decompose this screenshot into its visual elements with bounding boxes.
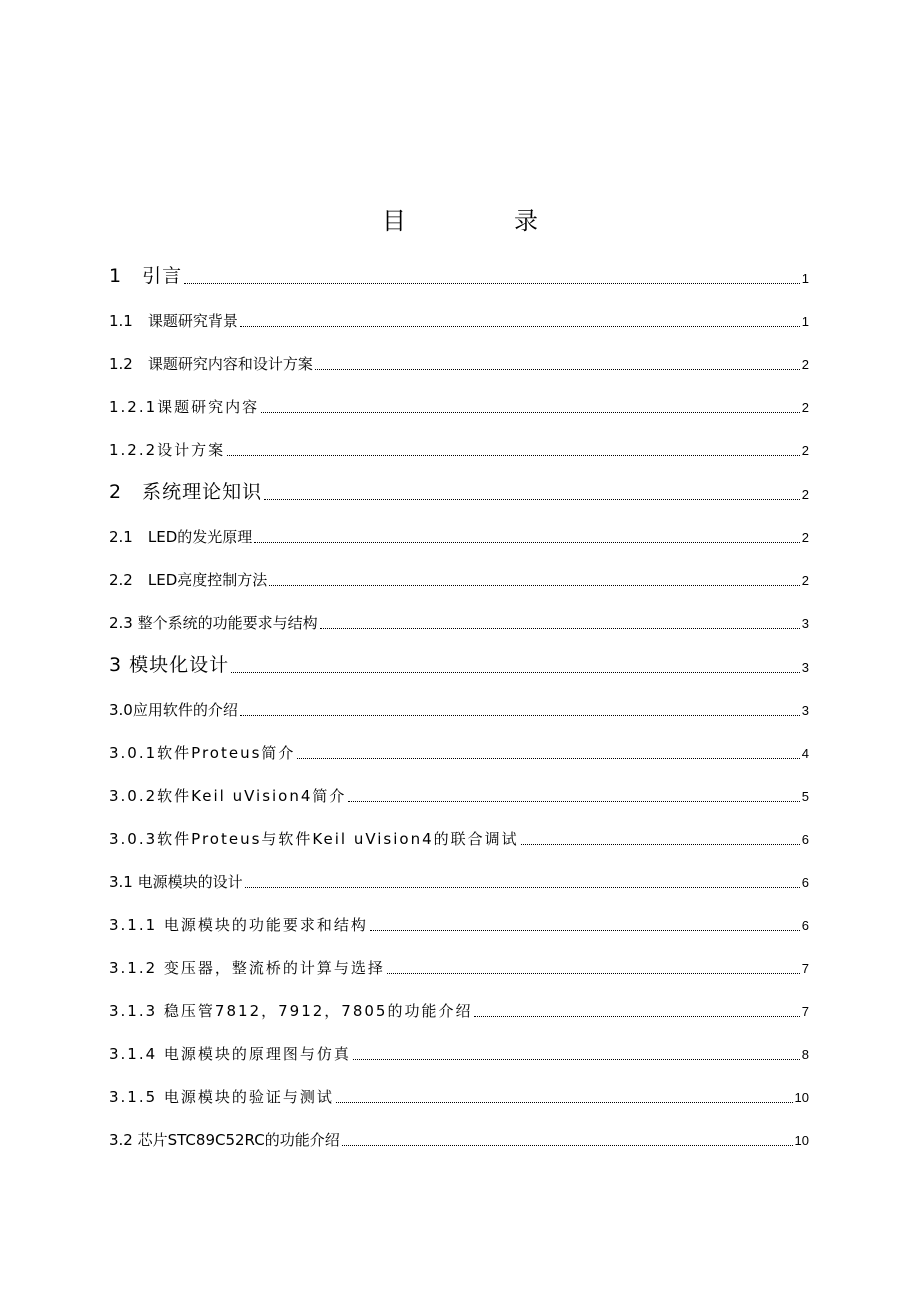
toc-entry-page: 10 (794, 1090, 809, 1105)
toc-dot-leader (348, 801, 799, 802)
toc-entry-page: 1 (801, 314, 809, 329)
toc-entry[interactable] (109, 780, 809, 806)
toc-entry-page: 3 (801, 703, 809, 718)
toc-dot-leader (297, 758, 799, 759)
toc-dot-leader (370, 930, 800, 931)
toc-entry[interactable] (109, 952, 809, 978)
toc-dot-leader (387, 973, 800, 974)
toc-entry-text: 3.0应用软件的介绍 (109, 701, 238, 719)
toc-dot-leader (240, 715, 800, 716)
toc-dot-leader (521, 844, 800, 845)
toc-entry-text: 3.1.4 电源模块的原理图与仿真 (109, 1045, 351, 1063)
toc-dot-leader (336, 1102, 793, 1103)
toc-entry-page: 7 (801, 1004, 809, 1019)
toc-entry-page: 3 (801, 616, 809, 631)
toc-entry[interactable] (109, 649, 809, 677)
toc-dot-leader (269, 585, 800, 586)
toc-entry-text: 3.2 芯片STC89C52RC的功能介绍 (109, 1131, 340, 1149)
toc-dot-leader (342, 1145, 793, 1146)
toc-entry[interactable] (109, 909, 809, 935)
toc-entry[interactable] (109, 1081, 809, 1107)
toc-dot-leader (315, 369, 800, 370)
toc-entry-page: 2 (801, 400, 809, 415)
toc-entry-text: 3.0.3软件Proteus与软件Keil uVision4的联合调试 (109, 830, 519, 848)
toc-entry-page: 8 (801, 1047, 809, 1062)
toc-entry[interactable] (109, 694, 809, 720)
toc-entry[interactable] (109, 737, 809, 763)
toc-dot-leader (227, 455, 800, 456)
toc-entry-text: 3.0.1软件Proteus简介 (109, 744, 296, 762)
toc-entry[interactable] (109, 521, 809, 547)
toc-entry-text: 2.1 LED的发光原理 (109, 528, 253, 546)
toc-entry-text: 1.2.1课题研究内容 (109, 398, 260, 416)
toc-entry-page: 2 (801, 573, 809, 588)
toc-dot-leader (261, 412, 800, 413)
toc-entry[interactable] (109, 607, 809, 633)
toc-entry-text: 1.2.2设计方案 (109, 441, 226, 459)
toc-entry[interactable] (109, 305, 809, 331)
toc-entry-page: 3 (801, 660, 809, 675)
toc-entry[interactable] (109, 1038, 809, 1064)
toc-dot-leader (264, 499, 800, 500)
toc-entry-page: 4 (801, 746, 809, 761)
toc-entry-text: 3.1.2 变压器，整流桥的计算与选择 (109, 959, 385, 977)
toc-entry-page: 2 (801, 530, 809, 545)
toc-dot-leader (245, 887, 800, 888)
toc-entry[interactable] (109, 434, 809, 460)
toc-entry-text: 3.1.1 电源模块的功能要求和结构 (109, 916, 368, 934)
toc-entry-text: 3.1 电源模块的设计 (109, 873, 243, 891)
toc-entry[interactable] (109, 260, 809, 288)
toc-entry[interactable] (109, 476, 809, 504)
toc-entry[interactable] (109, 348, 809, 374)
toc-dot-leader (184, 283, 800, 284)
toc-entry-text: 3.1.3 稳压管7812，7912，7805的功能介绍 (109, 1002, 473, 1020)
toc-entry-page: 2 (801, 357, 809, 372)
toc-dot-leader (240, 326, 800, 327)
toc-dot-leader (231, 672, 800, 673)
toc-entry-text: 1 引言 (109, 265, 183, 287)
toc-dot-leader (254, 542, 800, 543)
toc-entry-text: 2.2 LED亮度控制方法 (109, 571, 268, 589)
toc-entry-text: 3.0.2软件Keil uVision4简介 (109, 787, 347, 805)
toc-entry[interactable] (109, 391, 809, 417)
toc-dot-leader (353, 1059, 800, 1060)
toc-entry[interactable] (109, 1124, 809, 1150)
toc-entry-text: 2.3 整个系统的功能要求与结构 (109, 614, 318, 632)
toc-title: 目 录 (382, 207, 580, 235)
toc-entry-page: 2 (801, 487, 809, 502)
toc-entry-page: 7 (801, 961, 809, 976)
toc-entry-text: 1.1 课题研究背景 (109, 312, 238, 330)
toc-entry-page: 6 (801, 875, 809, 890)
toc-entry[interactable] (109, 995, 809, 1021)
toc-dot-leader (320, 628, 800, 629)
toc-dot-leader (474, 1016, 799, 1017)
toc-entry-text: 3.1.5 电源模块的验证与测试 (109, 1088, 334, 1106)
toc-entry[interactable] (109, 823, 809, 849)
toc-entry-page: 6 (801, 832, 809, 847)
toc-entry-text: 1.2 课题研究内容和设计方案 (109, 355, 313, 373)
toc-entry[interactable] (109, 866, 809, 892)
toc-entry-page: 6 (801, 918, 809, 933)
toc-entry-page: 5 (801, 789, 809, 804)
toc-entry-text: 2 系统理论知识 (109, 481, 263, 503)
toc-entry-text: 3 模块化设计 (109, 654, 230, 676)
toc-entry-page: 10 (794, 1133, 809, 1148)
toc-entry-page: 2 (801, 443, 809, 458)
toc-entry[interactable] (109, 564, 809, 590)
toc-entry-page: 1 (801, 271, 809, 286)
